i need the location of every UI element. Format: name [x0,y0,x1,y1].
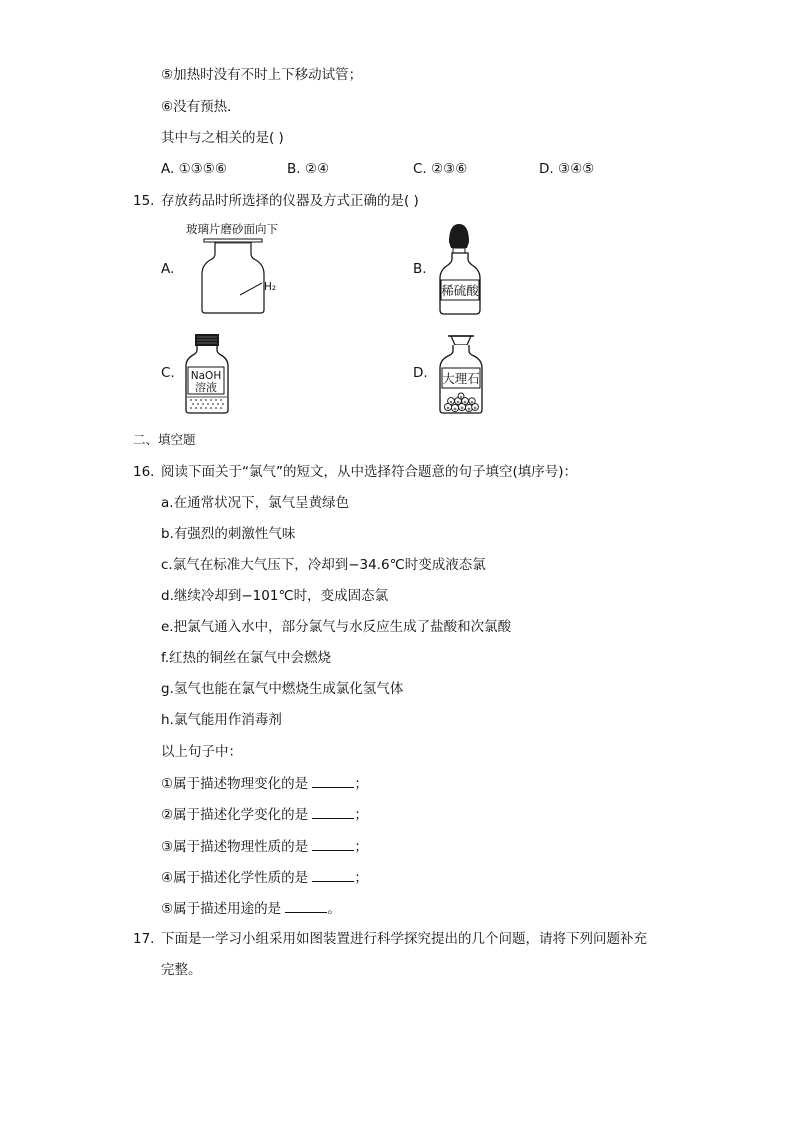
q14-option-d[interactable]: D. ③④⑤ [539,161,595,177]
answer-blank-2[interactable] [312,805,354,819]
q16-sentence-f: f.红热的铜丝在氯气中会燃烧 [161,650,332,666]
q14-option-a[interactable]: A. ①③⑤⑥ [161,161,227,177]
q14-stem: 其中与之相关的是( ) [161,130,284,146]
q14-option-c[interactable]: C. ②③⑥ [413,161,468,177]
q16-sentence-b: b.有强烈的刺激性气味 [161,526,296,542]
q16-blank-prompt-1: ①属于描述物理变化的是 [161,776,313,792]
q16-blank-row-4 [161,868,368,887]
q16-intro: 以上句子中： [161,744,242,760]
answer-blank-4[interactable] [312,868,354,882]
q16-blank-row-1 [161,774,368,793]
q17-stem-line-1: 下面是一学习小组采用如图装置进行科学探究提出的几个问题，请将下列问题补充 [161,931,647,947]
figure-d-label: 大理石 [442,371,480,386]
q14-line-6: ⑥没有预热． [161,99,241,115]
q15-option-c-label[interactable]: C. [161,365,175,381]
q14-option-b[interactable]: B. ②④ [287,161,330,177]
q15-option-b-label[interactable]: B. [413,261,427,277]
q16-sentence-e: e.把氯气通入水中，部分氯气与水反应生成了盐酸和次氯酸 [161,619,512,635]
q16-blank-row-2 [161,805,368,824]
q16-blank-prompt-4: ④属于描述化学性质的是 [161,870,313,886]
q16-sentence-a: a.在通常状况下，氯气呈黄绿色 [161,495,350,511]
q16-blank-end-4: ； [354,870,368,886]
q16-blank-prompt-3: ③属于描述物理性质的是 [161,839,313,855]
q16-sentence-c: c.氯气在标准大气压下，冷却到−34.6℃时变成液态氯 [161,557,486,573]
figure-a-gas-bottle [180,220,310,318]
q17-stem-line-2: 完整。 [161,962,202,978]
q16-blank-row-5 [161,899,341,918]
answer-blank-1[interactable] [312,774,354,788]
dropper-bulb [449,224,469,248]
figure-b-label: 稀硫酸 [441,283,479,298]
q15-option-a-label[interactable]: A. [161,261,175,277]
q16-number: 16. [133,464,155,480]
glass-stopper [451,336,471,345]
q16-blank-end-2: ； [354,807,368,823]
figure-d-wide-mouth-bottle [434,332,488,416]
q16-blank-prompt-2: ②属于描述化学变化的是 [161,807,313,823]
q16-blank-prompt-5: ⑤属于描述用途的是 [161,901,286,917]
q16-blank-end-3: ； [354,839,368,855]
figure-c-label-line-1: NaOH [190,370,222,382]
q15-option-d-label[interactable]: D. [413,365,428,381]
q16-sentence-h: h.氯气能用作消毒剂 [161,712,282,728]
q15-stem: 存放药品时所选择的仪器及方式正确的是( ) [161,193,419,209]
q16-sentence-d: d.继续冷却到−101℃时，变成固态氯 [161,588,389,604]
q16-stem: 阅读下面关于“氯气”的短文，从中选择符合题意的句子填空(填序号)： [161,464,578,480]
answer-blank-3[interactable] [312,837,354,851]
q16-blank-end-1: ； [354,776,368,792]
figure-c-reagent-bottle [182,332,232,416]
section-title: 二、填空题 [133,432,196,447]
figure-a-caption: 玻璃片磨砂面向下 [186,222,278,236]
figure-a-gas-label: H₂ [264,281,277,293]
q16-sentence-g: g.氢气也能在氯气中燃烧生成氯化氢气体 [161,681,404,697]
gas-pointer-line [240,283,262,295]
answer-blank-5[interactable] [285,899,327,913]
q14-line-5: ⑤加热时没有不时上下移动试管； [161,67,363,83]
q15-number: 15. [133,193,155,209]
q17-number: 17. [133,931,155,947]
figure-c-label-line-2: 溶液 [195,381,217,394]
glass-plate [204,239,262,242]
q16-blank-row-3 [161,837,368,856]
figure-b-dropper-bottle [432,222,488,318]
q16-blank-end-5: 。 [327,901,341,917]
gas-bottle-outline [202,242,264,313]
